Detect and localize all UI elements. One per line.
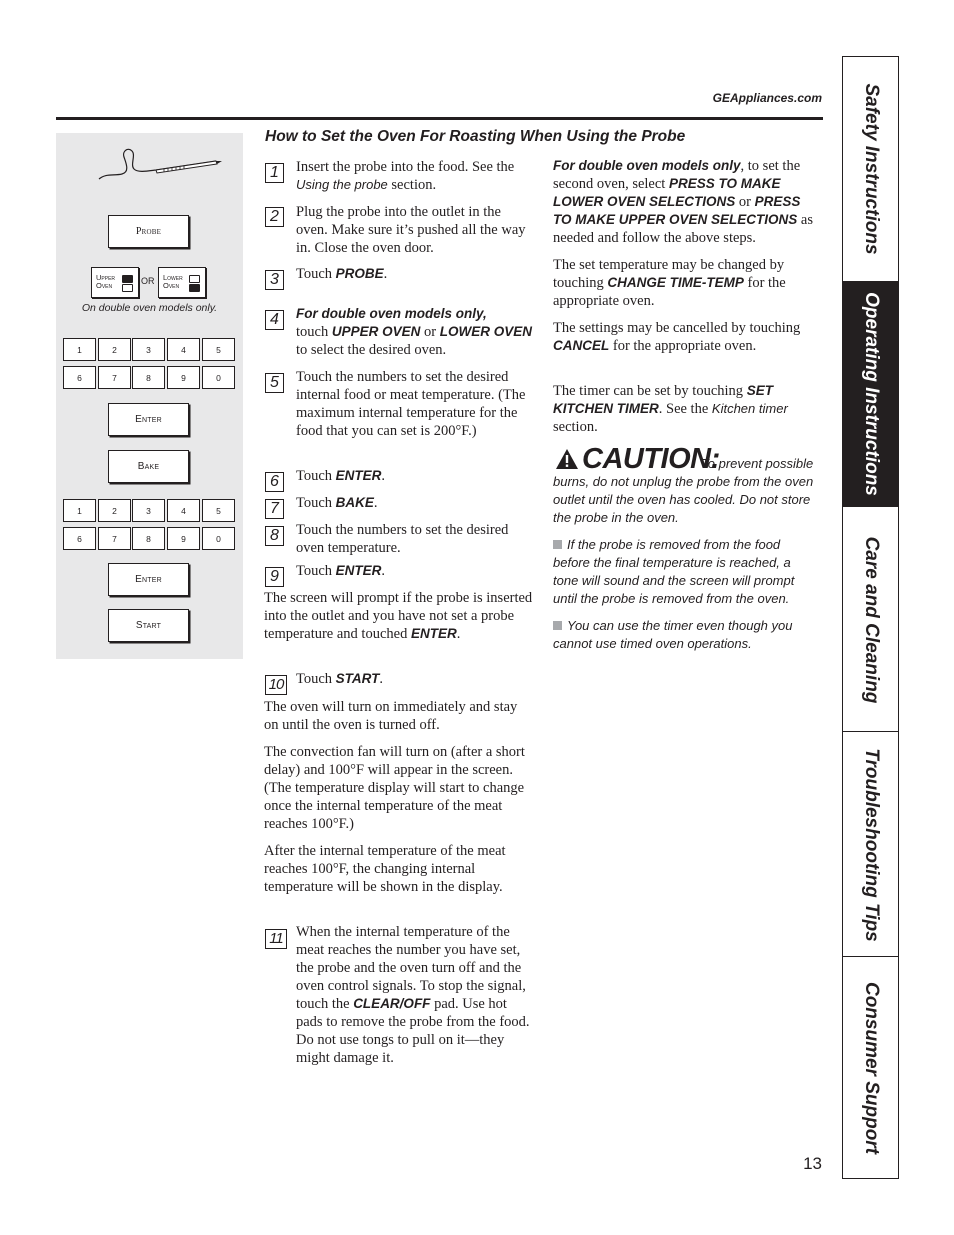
probe-button[interactable]: Probe [108, 215, 189, 248]
convection-fan-paragraph: The convection fan will turn on (after a short delay) and 100°F will appear in the screen. (The temperature display will start to change once the internal temperature of the meat reaches 100°F.) [264, 744, 525, 832]
keypad-2-key-7[interactable]: 7 [98, 527, 131, 550]
keypad-1-key-1[interactable]: 1 [63, 338, 96, 361]
step-number-8: 8 [265, 526, 284, 546]
keypad-2-key-2[interactable]: 2 [98, 499, 131, 522]
keypad-2-key-8[interactable]: 8 [132, 527, 165, 550]
bake-button[interactable]: Bake [108, 450, 189, 483]
step-number-7: 7 [265, 499, 284, 519]
step-number-5: 5 [265, 373, 284, 393]
lower-indicator-on [189, 284, 200, 292]
cancel-paragraph: The settings may be cancelled by touching CANCEL for the appropriate oven. [553, 320, 801, 354]
keypad-1-key-3[interactable]: 3 [132, 338, 165, 361]
section-tabs [842, 56, 899, 1179]
change-temp-paragraph: The set temperature may be changed by touching CHANGE TIME-TEMP for the appropriate oven. [553, 257, 786, 309]
or-label: OR [141, 276, 155, 286]
step-8-text: Touch the numbers to set the desired oven temperature. [296, 522, 509, 556]
step-1-text: Insert the probe into the food. See the Using the probe section. [296, 159, 515, 193]
step-number-2: 2 [265, 207, 284, 227]
step-6-text: Touch ENTER. [296, 468, 386, 484]
bullet-timer: You can use the timer even though you cannot use timed oven operations. [553, 618, 793, 651]
lower-oven-button[interactable] [158, 267, 206, 298]
step-number-1: 1 [265, 163, 284, 183]
step-number-6: 6 [265, 472, 284, 492]
oven-on-paragraph: The oven will turn on immediately and stay on until the oven is turned off. [264, 699, 518, 733]
step-number-4: 4 [265, 310, 284, 330]
step-number-9: 9 [265, 567, 284, 587]
keypad-2-key-5[interactable]: 5 [202, 499, 235, 522]
step-7-text: Touch BAKE. [296, 495, 378, 511]
start-button[interactable]: Start [108, 609, 189, 642]
keypad-1-key-5[interactable]: 5 [202, 338, 235, 361]
probe-prompt-paragraph: The screen will prompt if the probe is inserted into the outlet and you have not set a probe temperature and touched ENTER. [264, 590, 533, 642]
step-9-text: Touch ENTER. [296, 563, 386, 579]
step-number-3: 3 [265, 270, 284, 290]
caution-text: To prevent possible burns, do not unplug the probe from the oven outlet until the oven has cooled. Do not store the probe in the oven. [553, 456, 814, 525]
keypad-1-key-0[interactable]: 0 [202, 366, 235, 389]
caution-title: CAUTION: [582, 443, 720, 475]
tab-consumer-support[interactable]: Consumer Support [843, 956, 898, 1179]
page-number: 13 [803, 1154, 822, 1173]
tab-safety-instructions[interactable]: Safety Instructions [860, 83, 882, 255]
step-5-text: Touch the numbers to set the desired internal food or meat temperature. (The maximum internal temperature for the food that you can set is 200°F.) [296, 369, 526, 439]
keypad-1-key-6[interactable]: 6 [63, 366, 96, 389]
tab-troubleshooting-tips[interactable]: Troubleshooting Tips [843, 731, 898, 957]
tab-operating-instructions[interactable]: Operating Instructions [843, 281, 898, 506]
keypad-2-key-3[interactable]: 3 [132, 499, 165, 522]
keypad-2-key-6[interactable]: 6 [63, 527, 96, 550]
keypad-1-key-8[interactable]: 8 [132, 366, 165, 389]
step-10-text: Touch START. [296, 671, 384, 687]
step-number-11: 11 [265, 929, 287, 949]
lower-oven-label: Lower Oven [163, 273, 183, 290]
timer-paragraph: The timer can be set by touching SET KITCHEN TIMER. See the Kitchen timer section. [553, 383, 788, 435]
keypad-2-key-4[interactable]: 4 [167, 499, 200, 522]
keypad-1-key-9[interactable]: 9 [167, 366, 200, 389]
keypad-2-key-1[interactable]: 1 [63, 499, 96, 522]
tab-care-and-cleaning[interactable]: Care and Cleaning [843, 506, 898, 732]
bullet-square-icon [553, 540, 562, 549]
enter-button-2[interactable]: Enter [108, 563, 189, 596]
upper-indicator-on [122, 275, 133, 283]
step-3-text: Touch PROBE. [296, 266, 388, 282]
step-2-text: Plug the probe into the outlet in the oven. Make sure it’s pushed all the way in. Close the oven door. [296, 204, 526, 256]
probe-icon [96, 143, 226, 185]
upper-oven-label: Upper Oven [96, 273, 116, 290]
lower-indicator-off [189, 275, 200, 283]
keypad-1-key-7[interactable]: 7 [98, 366, 131, 389]
step-4-text: For double oven models only, touch UPPER OVEN or LOWER OVEN to select the desired oven. [296, 306, 532, 358]
step-11-text: When the internal temperature of the meat reaches the number you have set, the probe and the oven turn off and the oven control signals. To stop the signal, touch the CLEAR/OFF pad. Use hot pads to remove the probe from the food. Do not use tongs to pull on it—they might damage it. [296, 924, 530, 1066]
step-number-10: 10 [265, 675, 287, 695]
internal-temp-paragraph: After the internal temperature of the meat reaches 100°F, the changing internal temperature will be shown in the display. [264, 843, 506, 895]
double-oven-note: On double oven models only. [81, 302, 218, 314]
bullet-probe-removed: If the probe is removed from the food before the final temperature is reached, a tone will sound and the screen will prompt until the probe is removed from the oven. [553, 537, 795, 606]
keypad-2-key-9[interactable]: 9 [167, 527, 200, 550]
header-rule [56, 117, 823, 120]
upper-oven-button[interactable] [91, 267, 139, 298]
keypad-2-key-0[interactable]: 0 [202, 527, 235, 550]
double-oven-paragraph: For double oven models only, to set the second oven, select PRESS TO MAKE LOWER OVEN SELECTIONS or PRESS TO MAKE UPPER OVEN SELECTIONS as needed and follow the above steps. [553, 158, 814, 246]
upper-indicator-off [122, 284, 133, 292]
site-url: GEAppliances.com [712, 91, 822, 105]
enter-button-1[interactable]: Enter [108, 403, 189, 436]
keypad-1-key-4[interactable]: 4 [167, 338, 200, 361]
keypad-1-key-2[interactable]: 2 [98, 338, 131, 361]
bullet-square-icon [553, 621, 562, 630]
section-heading: How to Set the Oven For Roasting When Using the Probe [265, 128, 686, 145]
